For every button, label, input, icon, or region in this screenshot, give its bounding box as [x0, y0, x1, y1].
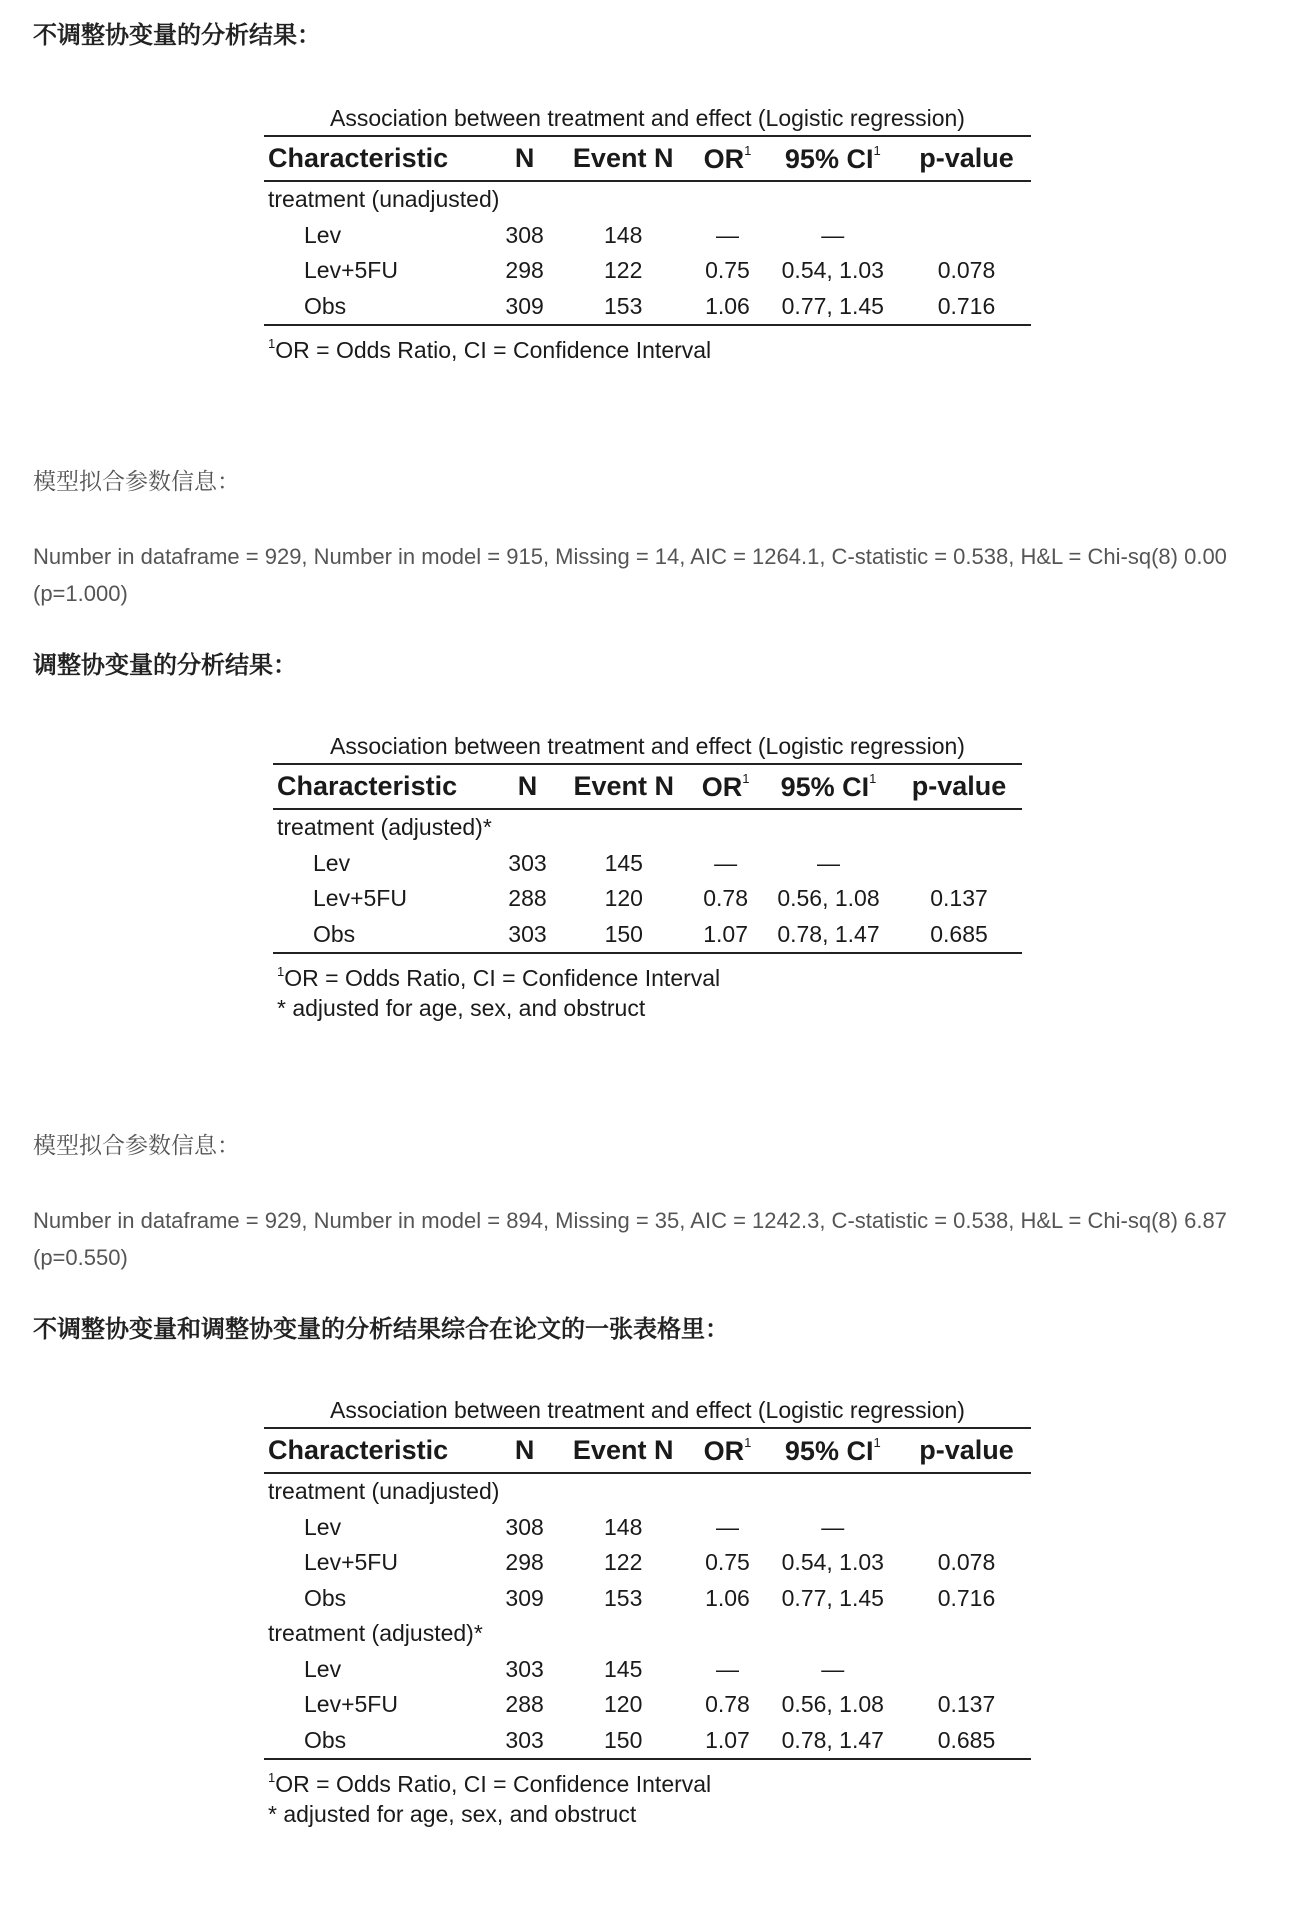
fit-label: 模型拟合参数信息：: [33, 469, 240, 495]
cell-ci: 0.78, 1.47: [764, 1723, 902, 1760]
footnote-mark: 1: [744, 142, 752, 158]
header-p-value: p-value: [902, 1428, 1031, 1473]
row-name: Obs: [264, 1723, 494, 1760]
cell-or: 0.75: [705, 257, 750, 284]
cell-event-n: 153: [604, 1584, 643, 1611]
group-label: treatment (adjusted)*: [277, 814, 492, 841]
cell-or: —: [715, 1655, 739, 1682]
cell-ci: —: [821, 1655, 845, 1682]
cell-event-n: 145: [604, 849, 643, 876]
adjusted-note: * adjusted for age, sex, and obstruct: [268, 1801, 637, 1827]
cell-n: 309: [505, 1584, 544, 1611]
group-row: [264, 1473, 1031, 1510]
header-n: N: [498, 764, 558, 809]
table-caption: Association between treatment and effect (Logistic regression): [330, 1397, 965, 1423]
unadjusted-heading: 不调整协变量的分析结果：: [33, 21, 321, 49]
cell-or: 0.75: [705, 1549, 750, 1576]
group-label: treatment (adjusted)*: [268, 1620, 483, 1647]
cell-n: 303: [498, 917, 558, 954]
row-name: Lev+5FU: [304, 257, 398, 284]
adjusted-note: * adjusted for age, sex, and obstruct: [277, 995, 646, 1021]
row-name: Lev+5FU: [304, 1691, 398, 1718]
cell-n: 308: [505, 1513, 544, 1540]
unadjusted-table: [264, 135, 1031, 326]
footnote-mark: 1: [744, 1434, 752, 1450]
table-row: [264, 1687, 1031, 1723]
cell-ci: 0.77, 1.45: [764, 289, 902, 326]
cell-ci: 0.54, 1.03: [781, 1549, 884, 1576]
cell-p: 0.137: [930, 885, 988, 912]
cell-or: 0.78: [705, 1691, 750, 1718]
combined-heading: 不调整协变量和调整协变量的分析结果综合在论文的一张表格里：: [33, 1315, 729, 1343]
footnote-mark: 1: [268, 1770, 276, 1785]
cell-p: 0.137: [937, 1691, 996, 1718]
header-p-value: p-value: [896, 764, 1022, 809]
header-ci: 95% $CI^1$: [764, 136, 902, 181]
footnote-mark: 1: [873, 142, 881, 158]
header-event-n: Event N: [555, 136, 691, 181]
table-row: [264, 1581, 1031, 1617]
cell-p: 0.685: [902, 1723, 1031, 1760]
cell-n: 288: [508, 885, 547, 912]
cell-event-n: 122: [604, 1549, 643, 1576]
table-row: [273, 846, 1022, 882]
cell-ci: —: [821, 1513, 845, 1540]
cell-n: 308: [505, 221, 544, 248]
cell-p: 0.716: [902, 289, 1031, 326]
header-event-n: Event N: [557, 764, 690, 809]
row-name: Lev: [304, 1655, 342, 1682]
cell-or: 1.07: [691, 1723, 763, 1760]
cell-or: 1.06: [705, 1584, 750, 1611]
cell-event-n: 148: [604, 221, 643, 248]
cell-ci: 0.78, 1.47: [761, 917, 896, 954]
combined-table: [264, 1427, 1031, 1760]
table-row: [273, 917, 1022, 954]
cell-event-n: 120: [604, 885, 643, 912]
unadjusted-table-block: [264, 101, 1031, 362]
fit-label: 模型拟合参数信息：: [33, 1133, 240, 1159]
table-row: [264, 1510, 1031, 1546]
table-row: [264, 1723, 1031, 1760]
cell-p: 0.685: [896, 917, 1022, 954]
adjusted-table-block: [273, 729, 1022, 1026]
cell-ci: —: [821, 221, 845, 248]
header-n: N: [494, 136, 555, 181]
group-row: [264, 181, 1031, 218]
cell-p: [896, 846, 1022, 882]
cell-n: 288: [505, 1691, 544, 1718]
cell-or: 1.06: [691, 289, 763, 326]
cell-or: —: [715, 1513, 739, 1540]
header-or: $OR^1$: [691, 1428, 763, 1473]
group-label: treatment (unadjusted): [268, 186, 500, 213]
combined-table-block: [264, 1393, 1031, 1832]
cell-event-n: 122: [604, 257, 643, 284]
group-row: [273, 809, 1022, 846]
header-n: N: [494, 1428, 555, 1473]
header-ci: 95% $CI^1$: [761, 764, 896, 809]
header-characteristic: Characteristic: [264, 1428, 494, 1473]
fit-info-unadjusted: Number in dataframe = 929, Number in model = 915, Missing = 14, AIC = 1264.1, C-statistic = 0.538, H&L = Chi-sq(8) 0.00 (p=1.000): [33, 544, 1227, 606]
table-header-row: [264, 136, 1031, 181]
row-name: Lev: [304, 221, 342, 248]
cell-ci: 0.77, 1.45: [781, 1584, 884, 1611]
cell-event-n: 120: [604, 1691, 643, 1718]
cell-p: [902, 218, 1031, 254]
table-row: [264, 289, 1031, 326]
header-or: $OR^1$: [691, 136, 763, 181]
cell-event-n: 153: [555, 289, 691, 326]
cell-p: [902, 1652, 1031, 1688]
cell-ci: 0.56, 1.08: [781, 1691, 884, 1718]
row-name: Lev+5FU: [313, 885, 407, 912]
footnote-mark: 1: [869, 770, 877, 786]
row-name: Lev+5FU: [304, 1549, 398, 1576]
table-footnote: $^1$OR = Odds Ratio, CI = Confidence Interval: [268, 1770, 712, 1797]
cell-n: 303: [494, 1723, 555, 1760]
row-name: Obs: [304, 1584, 347, 1611]
group-label: treatment (unadjusted): [268, 1478, 500, 1505]
table-row: [264, 218, 1031, 254]
table-caption: Association between treatment and effect (Logistic regression): [330, 105, 965, 131]
table-row: [264, 253, 1031, 289]
table-row: [264, 1652, 1031, 1688]
fit-info-adjusted: Number in dataframe = 929, Number in model = 894, Missing = 35, AIC = 1242.3, C-statistic = 0.538, H&L = Chi-sq(8) 6.87 (p=0.550): [33, 1208, 1227, 1270]
adjusted-table: [273, 763, 1022, 954]
cell-n: 298: [505, 257, 544, 284]
footnote-mark: 1: [742, 770, 750, 786]
row-name: Lev: [304, 1513, 342, 1540]
table-footnote: $^1$OR = Odds Ratio, CI = Confidence Interval: [277, 964, 721, 991]
cell-p: [902, 1510, 1031, 1546]
cell-or: 0.78: [703, 885, 748, 912]
row-name: Lev: [313, 849, 351, 876]
row-name: Obs: [264, 289, 494, 326]
cell-event-n: 148: [604, 1513, 643, 1540]
cell-p: 0.716: [937, 1584, 996, 1611]
table-footnote: $^1$OR = Odds Ratio, CI = Confidence Interval: [268, 336, 712, 363]
adjusted-heading: 调整协变量的分析结果：: [33, 651, 297, 679]
cell-n: 303: [508, 849, 547, 876]
header-or: $OR^1$: [690, 764, 761, 809]
cell-p: 0.078: [937, 1549, 996, 1576]
group-row: [264, 1616, 1031, 1652]
cell-or: 1.07: [690, 917, 761, 954]
table-row: [264, 1545, 1031, 1581]
footnote-mark: 1: [873, 1434, 881, 1450]
cell-n: 303: [505, 1655, 544, 1682]
table-header-row: [273, 764, 1022, 809]
cell-ci: —: [816, 849, 840, 876]
cell-n: 298: [505, 1549, 544, 1576]
table-row: [273, 881, 1022, 917]
cell-event-n: 150: [555, 1723, 691, 1760]
header-p-value: p-value: [902, 136, 1031, 181]
footnote-mark: 1: [277, 964, 285, 979]
cell-or: —: [715, 221, 739, 248]
cell-or: —: [714, 849, 738, 876]
cell-n: 309: [494, 289, 555, 326]
table-header-row: [264, 1428, 1031, 1473]
table-caption: Association between treatment and effect (Logistic regression): [330, 733, 965, 759]
footnote-mark: 1: [268, 336, 276, 351]
cell-event-n: 145: [604, 1655, 643, 1682]
header-event-n: Event N: [555, 1428, 691, 1473]
header-characteristic: Characteristic: [273, 764, 498, 809]
cell-ci: 0.54, 1.03: [781, 257, 884, 284]
header-characteristic: Characteristic: [264, 136, 494, 181]
cell-ci: 0.56, 1.08: [777, 885, 880, 912]
cell-p: 0.078: [937, 257, 996, 284]
header-ci: 95% $CI^1$: [764, 1428, 902, 1473]
row-name: Obs: [273, 917, 498, 954]
cell-event-n: 150: [557, 917, 690, 954]
